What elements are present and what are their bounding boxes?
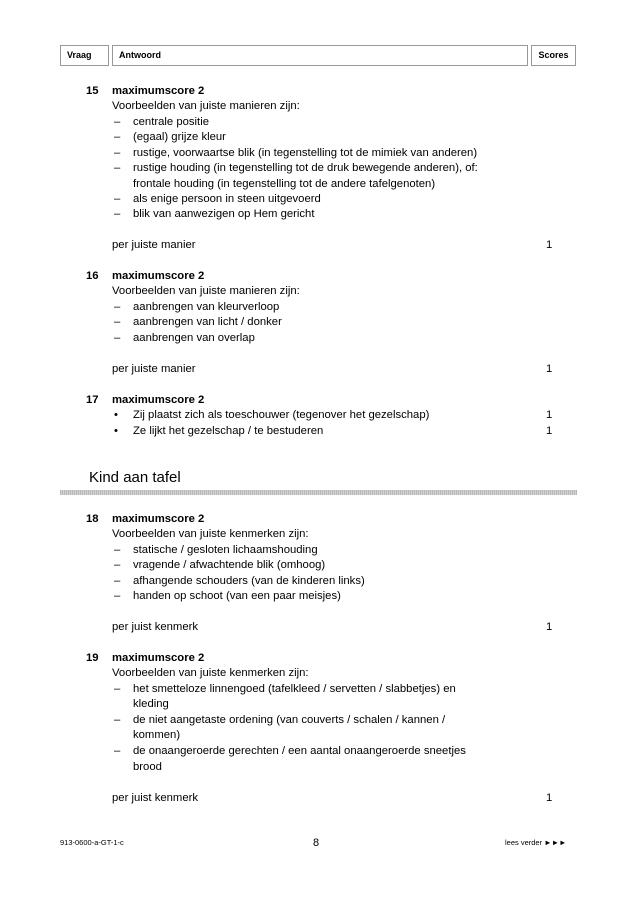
list-item: het smetteloze linnengoed (tafelkleed / servetten / slabbetjes) en	[133, 683, 456, 695]
list-item: aanbrengen van kleurverloop	[133, 301, 280, 313]
question-number: 17	[86, 394, 99, 406]
footer-code: 913-0600-a-GT-1-c	[60, 838, 124, 847]
question-number: 18	[86, 513, 99, 525]
dash-icon: –	[114, 714, 121, 726]
list-item-continuation: frontale houding (in tegenstelling tot de andere tafelgenoten)	[133, 178, 436, 190]
list-item: rustige, voorwaartse blik (in tegenstelling tot de mimiek van anderen)	[133, 147, 478, 159]
list-item: de niet aangetaste ordening (van couverts / schalen / kannen /	[133, 714, 446, 726]
dash-icon: –	[114, 301, 121, 313]
list-item: vragende / afwachtende blik (omhoog)	[133, 559, 326, 571]
question-title: maximumscore 2	[112, 85, 205, 97]
list-item: aanbrengen van licht / donker	[133, 316, 282, 328]
score-rule: per juist kenmerk	[112, 621, 199, 633]
dash-icon: –	[114, 590, 121, 602]
score-rule: per juiste manier	[112, 239, 196, 251]
score-rule: per juist kenmerk	[112, 792, 199, 804]
header-vraag: Vraag	[60, 45, 109, 66]
question-intro: Voorbeelden van juiste manieren zijn:	[112, 285, 300, 297]
question-title: maximumscore 2	[112, 394, 205, 406]
score-value: 1	[546, 363, 553, 375]
dash-icon: –	[114, 559, 121, 571]
list-item: (egaal) grijze kleur	[133, 131, 226, 143]
question-number: 16	[86, 270, 99, 282]
question-title: maximumscore 2	[112, 513, 205, 525]
list-item: blik van aanwezigen op Hem gericht	[133, 208, 315, 220]
continue-label: lees verder ►►►	[505, 838, 567, 847]
list-item: rustige houding (in tegenstelling tot de druk bewegende anderen), of:	[133, 162, 478, 174]
bullet-icon: •	[114, 409, 118, 421]
section-title: Kind aan tafel	[89, 469, 181, 486]
dash-icon: –	[114, 208, 121, 220]
dash-icon: –	[114, 162, 121, 174]
question-number: 15	[86, 85, 99, 97]
list-item: afhangende schouders (van de kinderen links)	[133, 575, 365, 587]
list-item-continuation: kleding	[133, 698, 169, 710]
dash-icon: –	[114, 116, 121, 128]
dash-icon: –	[114, 745, 121, 757]
section-divider	[60, 490, 577, 495]
header-scores: Scores	[531, 45, 576, 66]
score-value: 1	[546, 621, 553, 633]
list-item: statische / gesloten lichaamshouding	[133, 544, 318, 556]
dash-icon: –	[114, 544, 121, 556]
question-intro: Voorbeelden van juiste manieren zijn:	[112, 100, 300, 112]
dash-icon: –	[114, 683, 121, 695]
list-item: aanbrengen van overlap	[133, 332, 255, 344]
question-title: maximumscore 2	[112, 270, 205, 282]
page-number: 8	[313, 837, 320, 849]
question-intro: Voorbeelden van juiste kenmerken zijn:	[112, 528, 309, 540]
header-antwoord: Antwoord	[112, 45, 528, 66]
dash-icon: –	[114, 332, 121, 344]
question-number: 19	[86, 652, 99, 664]
dash-icon: –	[114, 193, 121, 205]
list-item: als enige persoon in steen uitgevoerd	[133, 193, 321, 205]
list-item: centrale positie	[133, 116, 209, 128]
score-value: 1	[546, 409, 553, 421]
list-item: Ze lijkt het gezelschap / te bestuderen	[133, 425, 324, 437]
dash-icon: –	[114, 131, 121, 143]
list-item: handen op schoot (van een paar meisjes)	[133, 590, 341, 602]
dash-icon: –	[114, 575, 121, 587]
question-title: maximumscore 2	[112, 652, 205, 664]
list-item-continuation: brood	[133, 761, 162, 773]
score-rule: per juiste manier	[112, 363, 196, 375]
score-value: 1	[546, 425, 553, 437]
list-item: de onaangeroerde gerechten / een aantal onaangeroerde sneetjes	[133, 745, 466, 757]
score-value: 1	[546, 239, 553, 251]
list-item: Zij plaatst zich als toeschouwer (tegenover het gezelschap)	[133, 409, 430, 421]
dash-icon: –	[114, 147, 121, 159]
list-item-continuation: kommen)	[133, 729, 181, 741]
bullet-icon: •	[114, 425, 118, 437]
question-intro: Voorbeelden van juiste kenmerken zijn:	[112, 667, 309, 679]
score-value: 1	[546, 792, 553, 804]
dash-icon: –	[114, 316, 121, 328]
